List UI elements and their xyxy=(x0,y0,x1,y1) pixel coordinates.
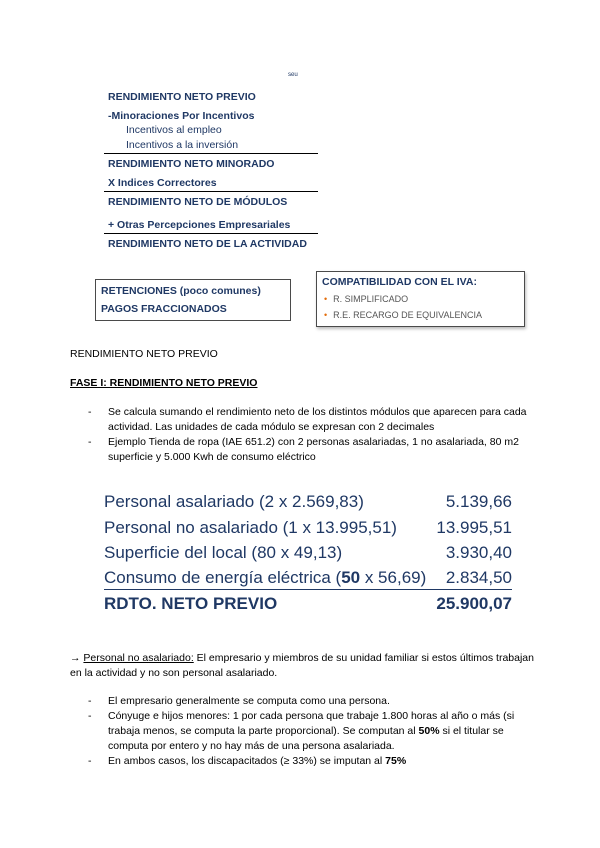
list-item: - Cónyuge e hijos menores: 1 por cada persona que trabaje 1.800 horas al año o más (si trabaja menos, se computa la parte proporcional). Se computan al 50% si el titular se computa por entero y no hay más de una persona asalariada. xyxy=(88,710,515,752)
no-asalariado-term: Personal no asalariado: xyxy=(83,652,194,664)
scheme-indices: X Indices Correctores xyxy=(108,177,217,189)
scheme-inc-empleo: Incentivos al empleo xyxy=(126,124,222,136)
iva-item: • R.E. RECARGO DE EQUIVALENCIA xyxy=(324,310,483,320)
retenciones-label: RETENCIONES (poco comunes) xyxy=(101,285,261,297)
list-item: - El empresario generalmente se computa como una persona. xyxy=(88,695,390,707)
scheme-inc-inversion: Incentivos a la inversión xyxy=(126,139,239,151)
section-plain-title: RENDIMIENTO NETO PREVIO xyxy=(70,348,218,360)
scheme-divider xyxy=(104,153,318,154)
calc-label: Consumo de energía eléctrica (50 x 56,69) xyxy=(104,568,427,587)
scheme-divider xyxy=(104,191,318,192)
scheme-rend-minorado: RENDIMIENTO NETO MINORADO xyxy=(108,158,275,170)
scheme-divider xyxy=(104,233,318,234)
calc-label: Personal no asalariado (1 x 13.995,51) xyxy=(104,518,397,537)
list-item: - Ejemplo Tienda de ropa (IAE 651.2) con 2 personas asalariadas, 1 no asalariada, 80 m2 superficie y 5.000 Kwh de consumo eléctrico xyxy=(88,436,519,463)
calc-value: 2.834,50 xyxy=(445,568,512,587)
scheme-otras: + Otras Percepciones Empresariales xyxy=(108,219,291,231)
iva-item: • R. SIMPLIFICADO xyxy=(324,294,409,304)
bullet-dot-icon: • xyxy=(324,310,328,320)
calc-value: 3.930,40 xyxy=(445,543,512,562)
calc-total-label: RDTO. NETO PREVIO xyxy=(104,594,278,613)
arrow-icon: → xyxy=(70,652,84,664)
calc-total-line xyxy=(104,589,512,590)
list-item: - En ambos casos, los discapacitados (≥ 33%) se imputan al 75% xyxy=(88,755,407,767)
calc-label: Personal asalariado (2 x 2.569,83) xyxy=(104,492,364,511)
scheme-rend-actividad: RENDIMIENTO NETO DE LA ACTIVIDAD xyxy=(108,238,307,250)
calc-value: 5.139,66 xyxy=(445,492,512,511)
iva-title: COMPATIBILIDAD CON EL IVA: xyxy=(322,276,477,288)
bottom-bullet-list xyxy=(88,694,538,769)
scheme-rend-modulos: RENDIMIENTO NETO DE MÓDULOS xyxy=(108,196,288,208)
fase-title: FASE I: RENDIMIENTO NETO PREVIO xyxy=(70,377,258,389)
logo: ˢᵉᵘ xyxy=(288,70,298,80)
pagos-label: PAGOS FRACCIONADOS xyxy=(101,303,227,315)
list-item: - Se calcula sumando el rendimiento neto de los distintos módulos que aparecen para cada actividad. Las unidades de cada módulo se expresan con 2 decimales xyxy=(88,406,527,433)
bullet-dot-icon: • xyxy=(324,294,328,304)
scheme-minoraciones: -Minoraciones Por Incentivos xyxy=(108,110,255,122)
calc-label: Superficie del local (80 x 49,13) xyxy=(104,543,343,562)
iva-box xyxy=(316,271,525,327)
calc-total-value: 25.900,07 xyxy=(436,594,512,613)
calc-value: 13.995,51 xyxy=(436,518,512,537)
retenciones-box xyxy=(95,279,291,321)
no-asalariado-paragraph: → Personal no asalariado: El empresario y miembros de su unidad familiar si estos últimos trabajan en la actividad y no son personal asalariado. xyxy=(70,652,534,679)
scheme-rend-previo: RENDIMIENTO NETO PREVIO xyxy=(108,91,256,103)
fase-bullet-list xyxy=(88,405,538,465)
